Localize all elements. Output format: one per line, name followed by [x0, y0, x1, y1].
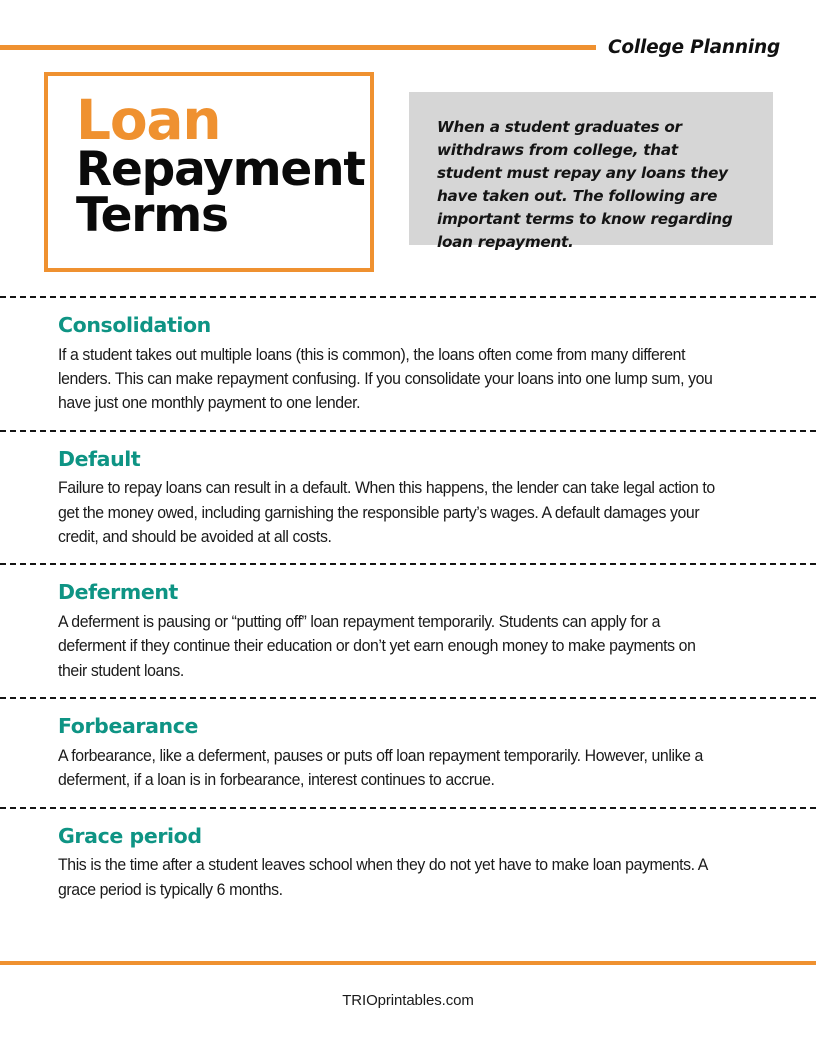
terms-list — [0, 296, 816, 916]
footer-orange-rule — [0, 961, 816, 965]
header-category-label: College Planning — [608, 36, 781, 58]
title-box — [44, 72, 374, 272]
section-body: Failure to repay loans can result in a default. When this happens, the lender can take legal action to get the money owed, including garnishing the responsible party’s wages. A default damages your credit, and should be avoided at all costs. — [58, 478, 715, 547]
page-header — [0, 34, 816, 60]
title-line-terms: Terms — [76, 187, 228, 243]
footer-site-label: TRIOprintables.com — [342, 992, 474, 1009]
title-inner — [48, 76, 370, 243]
term-section-deferment — [0, 565, 816, 697]
section-heading: Consolidation — [58, 313, 211, 337]
section-heading: Grace period — [58, 823, 202, 848]
title-line-loan: Loan — [76, 88, 221, 152]
term-section-forbearance — [0, 699, 816, 806]
intro-callout-box — [409, 92, 773, 252]
section-body: A forbearance, like a deferment, pauses or puts off loan repayment temporarily. However, unlike a deferment, if a loan is in forbearance, interest continues to accrue. — [58, 745, 703, 790]
section-body: If a student takes out multiple loans (this is common), the loans often come from many different lenders. This can make repayment confusing. If you consolidate your loans into one lump sum, you have just one monthly payment to one lender. — [58, 344, 713, 413]
section-heading: Forbearance — [58, 714, 198, 739]
section-body: A deferment is pausing or “putting off” loan repayment temporarily. Students can apply for a deferment if they continue their education or don’t yet earn enough money to make payments on their student loans. — [58, 612, 696, 680]
title-line-repayment: Repayment — [76, 142, 365, 198]
intro-text: When a student graduates or withdraws from college, that student must repay any loans they have taken out. The following are important terms to know regarding loan repayment. — [437, 118, 733, 252]
term-section-default — [0, 432, 816, 564]
term-section-grace-period — [0, 809, 816, 916]
term-section-consolidation — [0, 298, 816, 430]
header-orange-rule — [0, 45, 596, 50]
section-heading: Deferment — [58, 580, 178, 605]
section-heading: Default — [58, 446, 141, 471]
section-body: This is the time after a student leaves school when they do not yet have to make loan payments. A grace period is typically 6 months. — [58, 855, 708, 899]
